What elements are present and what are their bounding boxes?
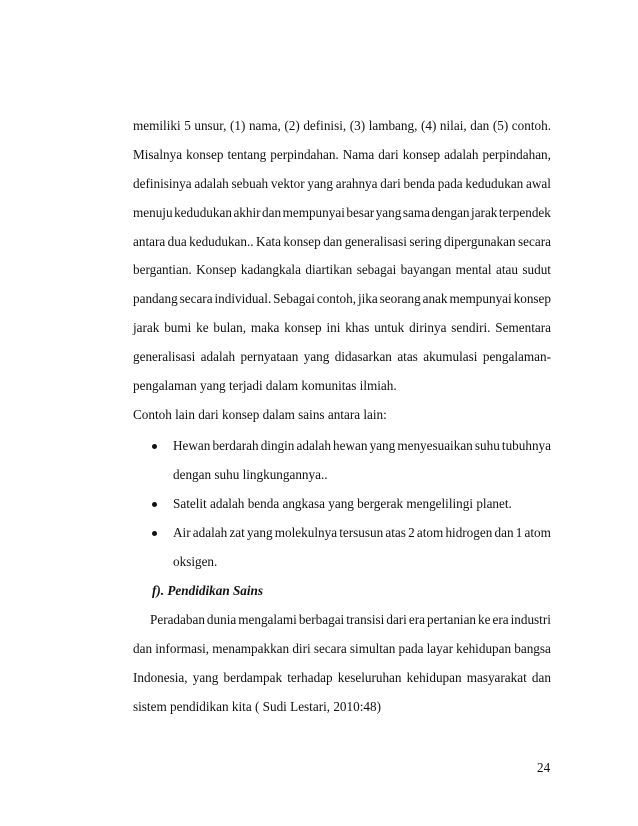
word: kedudukan: [465, 176, 524, 191]
word: akhir: [233, 205, 261, 220]
word: mempunyai: [449, 291, 512, 306]
word: sama: [402, 205, 430, 220]
word: bayangan: [400, 262, 452, 277]
paragraph-line: sistem pendidikan kita ( Sudi Lestari, 2010:48): [133, 699, 381, 714]
word: era: [492, 612, 509, 627]
intro-line: Contoh lain dari konsep dalam sains antara lain:: [133, 407, 387, 422]
word: industri: [510, 612, 551, 627]
bullet-icon: [152, 531, 157, 536]
paragraph-line: [133, 176, 551, 192]
word: maka: [250, 320, 280, 335]
word: yang: [246, 525, 273, 540]
word: secara: [313, 641, 347, 656]
word: akumulasi: [423, 349, 478, 364]
word: konsep: [186, 147, 224, 162]
word: suhu: [474, 438, 500, 453]
word: diri: [292, 641, 311, 656]
word: atom: [416, 525, 444, 540]
word: perpindahan.: [270, 147, 339, 162]
paragraph-line: [133, 234, 551, 250]
word: vektor: [270, 176, 305, 191]
word: nama,: [248, 118, 281, 133]
word: generalisasi: [344, 234, 407, 249]
word: keseluruhan: [337, 670, 402, 685]
word: sudut: [522, 262, 551, 277]
word: zat: [229, 525, 245, 540]
word: Indonesia,: [133, 670, 188, 685]
word: definisi,: [303, 118, 347, 133]
word: arahnya: [335, 176, 378, 191]
word: sendiri.: [451, 320, 491, 335]
word: dingin: [260, 438, 295, 453]
word: adalah: [192, 525, 228, 540]
word: konsep: [284, 320, 322, 335]
word: terhadap: [287, 670, 333, 685]
paragraph-line: [133, 670, 551, 686]
word: dan: [470, 118, 490, 133]
word: dari: [380, 176, 401, 191]
word: dari: [386, 612, 407, 627]
word: informasi,: [155, 641, 210, 656]
word: menampakkan: [212, 641, 290, 656]
word: adalah: [194, 176, 229, 191]
word: kehidupan: [406, 670, 462, 685]
bullet-icon: [152, 444, 157, 449]
word: konsep: [513, 291, 551, 306]
word: unsur,: [194, 118, 227, 133]
word: perpindahan,: [482, 147, 551, 162]
word: adalah: [296, 438, 331, 453]
word: khas: [345, 320, 370, 335]
word: individual.: [214, 291, 272, 306]
paragraph-line: [133, 291, 551, 307]
word: atas: [397, 349, 418, 364]
word: sebagai: [356, 262, 397, 277]
word: bulan,: [213, 320, 247, 335]
word: berbagai: [298, 612, 345, 627]
paragraph-line: [133, 118, 551, 134]
word: menuju: [133, 205, 173, 220]
word: atas: [385, 525, 406, 540]
word: kehidupan: [456, 641, 512, 656]
word: molekulnya: [274, 525, 338, 540]
word: yang: [307, 176, 333, 191]
word: Hewan: [173, 438, 211, 453]
paragraph-line: [133, 320, 551, 336]
word: atom: [524, 525, 551, 540]
word: ke: [478, 612, 491, 627]
word: adalah: [444, 147, 479, 162]
section-heading: f). Pendidikan Sains: [152, 583, 264, 598]
word: tersusun: [339, 525, 384, 540]
word: pada: [437, 176, 463, 191]
word: mempunyai: [282, 205, 345, 220]
word: Air: [173, 525, 191, 540]
word: dan: [323, 234, 343, 249]
word: sering: [409, 234, 442, 249]
word: 1: [515, 525, 523, 540]
list-item-continuation: oksigen.: [173, 554, 218, 569]
word: Nama: [342, 147, 375, 162]
word: contoh.: [511, 118, 551, 133]
word: dunia: [206, 612, 237, 627]
word: sebuah: [231, 176, 269, 191]
word: yang: [375, 205, 402, 220]
word: jarak: [471, 205, 498, 220]
word: besar: [346, 205, 375, 220]
word: (1): [229, 118, 246, 133]
word: dipergunakan: [444, 234, 516, 249]
word: hewan: [333, 438, 368, 453]
word: tentang: [227, 147, 267, 162]
word: pada: [398, 641, 424, 656]
list-item-continuation: dengan suhu lingkungannya..: [173, 467, 328, 482]
word: pengalaman-: [482, 349, 551, 364]
word: diartikan: [305, 262, 353, 277]
paragraph-line: [133, 147, 551, 163]
word: konsep: [283, 234, 321, 249]
word: dan: [531, 670, 551, 685]
word: (4): [420, 118, 437, 133]
word: dan: [494, 525, 514, 540]
word: ke: [196, 320, 209, 335]
word: yang: [369, 438, 396, 453]
word: dan: [262, 205, 282, 220]
word: dari: [378, 147, 399, 162]
word: layar: [426, 641, 453, 656]
word: Sebagai: [273, 291, 315, 306]
word: atau: [495, 262, 518, 277]
word: ini: [326, 320, 341, 335]
word: kadangkala: [240, 262, 301, 277]
word: pernyataan: [240, 349, 299, 364]
word: jarak: [133, 320, 160, 335]
word: lambang,: [368, 118, 418, 133]
paragraph-line: pengalaman yang terjadi dalam komunitas ilmiah.: [133, 378, 397, 393]
paragraph-line: [133, 262, 551, 278]
word: yang: [192, 670, 219, 685]
word: tubuhnya: [501, 438, 551, 453]
list-item: [173, 438, 551, 454]
word: berdampak: [223, 670, 283, 685]
word: Kata: [256, 234, 281, 249]
word: hidrogen: [445, 525, 493, 540]
word: era: [408, 612, 425, 627]
word: dirinya: [409, 320, 447, 335]
word: secara: [179, 291, 213, 306]
word: contoh,: [316, 291, 357, 306]
word: generalisasi: [133, 349, 196, 364]
paragraph-line: [133, 349, 551, 365]
list-item: [173, 525, 551, 541]
word: nilai,: [439, 118, 467, 133]
word: secara: [518, 234, 551, 249]
word: benda: [403, 176, 435, 191]
word: transisi: [346, 612, 385, 627]
word: (2): [284, 118, 300, 133]
word: 2: [408, 525, 415, 540]
paragraph-line: [133, 205, 551, 221]
word: definisinya: [133, 176, 192, 191]
word: bumi: [164, 320, 192, 335]
word: awal: [526, 176, 551, 191]
word: (5): [492, 118, 509, 133]
page-number: 24: [537, 760, 551, 775]
word: pandang: [133, 291, 178, 306]
word: antara: [133, 234, 166, 249]
word: yang: [303, 349, 330, 364]
word: berdarah: [212, 438, 259, 453]
word: kedudukan..: [189, 234, 254, 249]
word: (3): [349, 118, 366, 133]
word: 5: [184, 118, 191, 133]
word: dengan: [431, 205, 470, 220]
word: mental: [455, 262, 492, 277]
word: bangsa: [514, 641, 551, 656]
word: dan: [133, 641, 153, 656]
word: bergantian.: [133, 262, 192, 277]
bullet-icon: [152, 502, 157, 507]
word: terpendek: [498, 205, 551, 220]
word: memiliki: [133, 118, 181, 133]
word: kedudukan: [174, 205, 232, 220]
word: jika: [357, 291, 378, 306]
word: mengalami: [238, 612, 297, 627]
word: Peradaban: [150, 612, 205, 627]
word: dua: [167, 234, 187, 249]
list-item: Satelit adalah benda angkasa yang bergerak mengelilingi planet.: [173, 496, 512, 511]
paragraph-line: [150, 612, 551, 628]
word: seorang: [379, 291, 421, 306]
word: Sementara: [495, 320, 551, 335]
paragraph-line: [133, 641, 551, 657]
word: masyarakat: [466, 670, 527, 685]
word: adalah: [200, 349, 236, 364]
word: Konsep: [196, 262, 237, 277]
word: untuk: [374, 320, 405, 335]
word: menyesuaikan: [397, 438, 473, 453]
word: pertanian: [426, 612, 477, 627]
word: konsep: [402, 147, 441, 162]
word: anak: [422, 291, 448, 306]
word: didasarkan: [334, 349, 392, 364]
word: Misalnya: [133, 147, 183, 162]
word: simultan: [349, 641, 396, 656]
